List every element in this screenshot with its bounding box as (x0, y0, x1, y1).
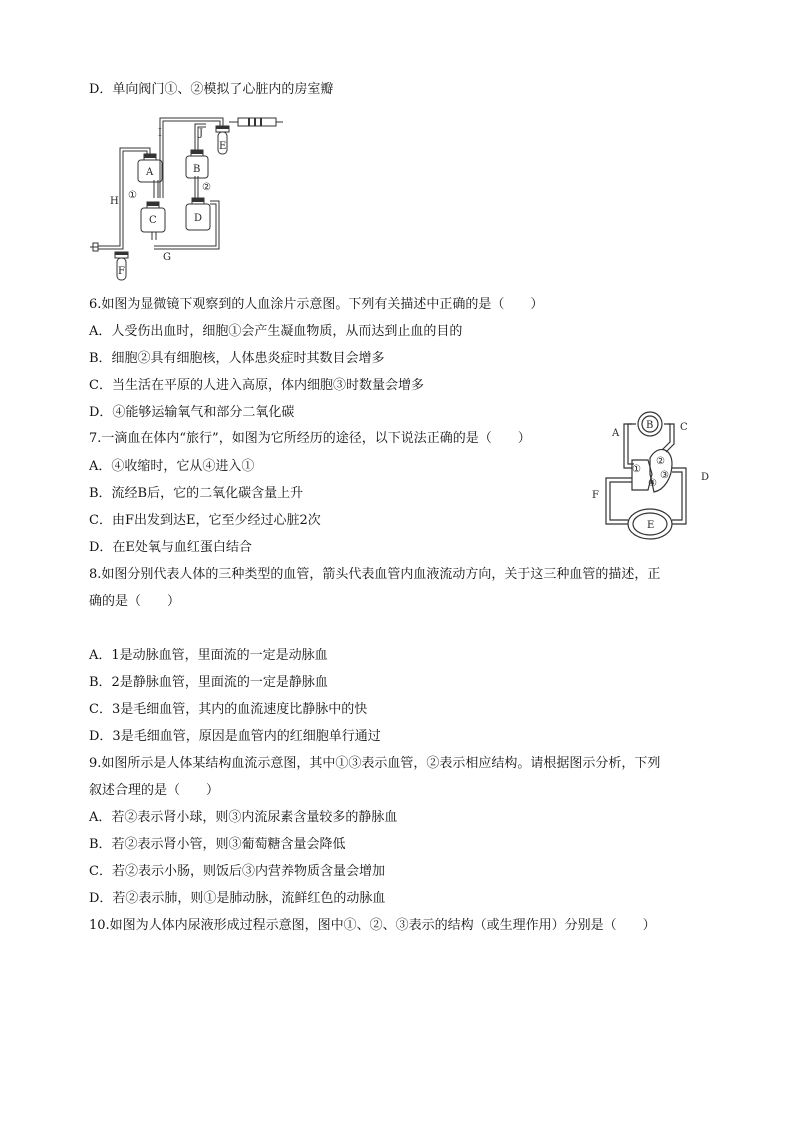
label-d: D (701, 472, 710, 483)
label-b: B (193, 164, 201, 175)
label-a: A (146, 167, 154, 178)
option-8c: C．3是毛细血管，其内的血流速度比静脉中的快 (89, 702, 368, 717)
option-8a: A．1是动脉血管，里面流的一定是动脉血 (89, 648, 328, 663)
option-7c: C．由F出发到达E，它至少经过心脏2次 (89, 513, 321, 528)
text-line: D．单向阀门①、②模拟了心脏内的房室瓣 (89, 82, 334, 97)
chamber-3-label: ③ (660, 470, 669, 481)
option-6d: D．④能够运输氧气和部分二氧化碳 (89, 405, 295, 420)
label-e: E (647, 520, 655, 531)
option-7b: B．流经B后，它的二氧化碳含量上升 (89, 486, 304, 501)
option-6a: A．人受伤出血时，细胞①会产生凝血物质，从而达到止血的目的 (89, 324, 463, 339)
label-f: F (118, 266, 125, 277)
chamber-4-label: ④ (648, 478, 657, 489)
valve-1-label: ① (128, 190, 137, 201)
question-7-stem: 7.一滴血在体内“旅行”，如图为它所经历的途径，以下说法正确的是（ ） (89, 431, 531, 446)
valve-2-label: ② (202, 182, 211, 193)
option-9b: B．若②表示肾小管，则③葡萄糖含量会降低 (89, 837, 346, 852)
label-f: F (592, 490, 599, 501)
option-9a: A．若②表示肾小球，则③内流尿素含量较多的静脉血 (89, 810, 398, 825)
label-b: B (646, 420, 654, 431)
question-9-stem-cont: 叙述合理的是（ ） (89, 783, 220, 798)
question-6-stem: 6.如图为显微镜下观察到的人血涂片示意图。下列有关描述中正确的是（ ） (89, 297, 544, 312)
option-9d: D．若②表示肺，则①是肺动脉，流鲜红色的动脉血 (89, 891, 386, 906)
label-c: C (680, 422, 688, 433)
label-e: E (219, 141, 227, 152)
question-10-stem: 10.如图为人体内尿液形成过程示意图，图中①、②、③表示的结构（或生理作用）分别是（ ） (89, 918, 656, 933)
chamber-1-label: ① (632, 464, 641, 475)
label-a: A (612, 428, 620, 439)
label-h: H (110, 196, 119, 207)
label-c: C (149, 215, 157, 226)
option-8b: B．2是静脉血管，里面流的一定是静脉血 (89, 675, 328, 690)
chamber-2-label: ② (656, 456, 665, 467)
option-7d: D．在E处氧与血红蛋白结合 (89, 540, 252, 555)
question-8-stem-cont: 确的是（ ） (89, 594, 181, 609)
blood-circulation-diagram (588, 408, 716, 553)
option-9c: C．若②表示小肠，则饭后③内营养物质含量会增加 (89, 864, 385, 879)
label-j: J (199, 128, 204, 139)
label-i: I (158, 128, 162, 139)
bottle-apparatus-diagram (88, 112, 288, 284)
question-9-stem: 9.如图所示是人体某结构血流示意图，其中①③表示血管，②表示相应结构。请根据图示分析，下列 (89, 756, 661, 771)
question-8-stem: 8.如图分别代表人体的三种类型的血管，箭头代表血管内血液流动方向，关于这三种血管的描述，正 (89, 567, 661, 582)
option-6c: C．当生活在平原的人进入高原，体内细胞③时数量会增多 (89, 378, 424, 393)
option-6b: B．细胞②具有细胞核，人体患炎症时其数目会增多 (89, 351, 385, 366)
label-g: G (163, 252, 171, 263)
option-8d: D．3是毛细血管，原因是血管内的红细胞单行通过 (89, 729, 381, 744)
label-d: D (194, 213, 203, 224)
option-7a: A．④收缩时，它从④进入① (89, 459, 255, 474)
